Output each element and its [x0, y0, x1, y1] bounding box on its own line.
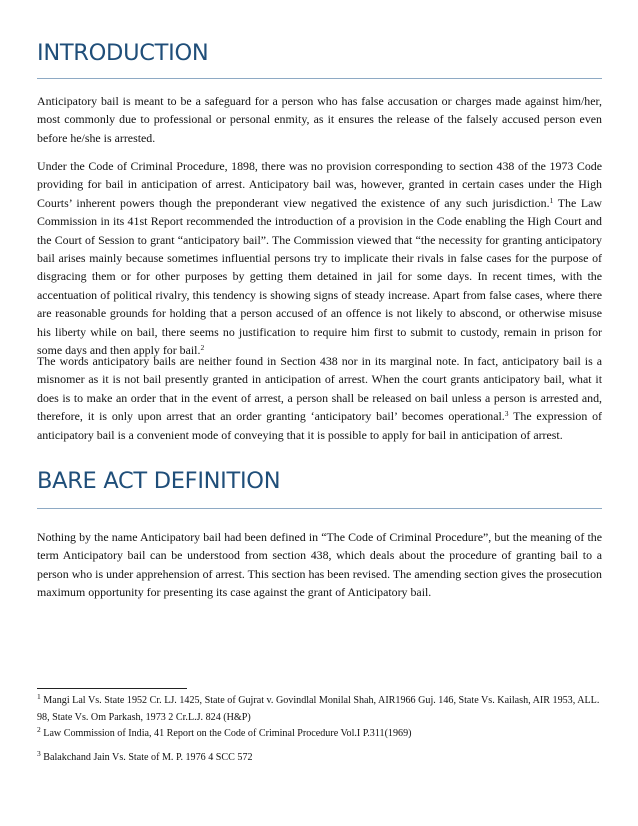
footnote-ref[interactable]: 3: [504, 409, 509, 419]
section-heading-bare-act: BARE ACT DEFINITION: [37, 468, 281, 494]
footnote-3: [37, 750, 602, 767]
footnote-text: Law Commission of India, 41 Report on the Code of Criminal Procedure Vol.I P.311(1969): [43, 728, 412, 739]
footnote-2: [37, 726, 602, 743]
paragraph-text: The expression of anticipatory bail is a convenient mode of conveying that it is possible to apply for bail in anticipation of arrest.: [37, 409, 602, 442]
footnote-ref[interactable]: 1: [549, 195, 554, 205]
footnote-1: [37, 693, 602, 726]
footnote-text: Mangi Lal Vs. State 1952 Cr. LJ. 1425, State of Gujrat v. Govindlal Monilal Shah, AIR1966 Guj. 146, State Vs. Kailash, AIR 1953, ALL. 98, State Vs. Om Parkash, 1973 2 Cr.L.J. 824 (H&P): [37, 695, 600, 723]
section-heading-introduction: INTRODUCTION: [37, 40, 209, 66]
footnote-text: Balakchand Jain Vs. State of M. P. 1976 4 SCC 572: [43, 752, 253, 763]
bare-act-paragraph: [37, 528, 602, 602]
paragraph-text: Nothing by the name Anticipatory bail had been defined in “The Code of Criminal Procedure”, but the meaning of the term Anticipatory bail can be understood from section 438, which deals about the procedure of granting bail to a person who is under apprehension of arrest. This section has been revised. The amending section gives the prosecution maximum opportunity for presenting its case against the grant of Anticipatory bail.: [37, 530, 602, 600]
footnote-number: 1: [37, 692, 41, 701]
paragraph-text: The words anticipatory bails are neither found in Section 438 nor in its marginal note. In fact, anticipatory bail is a misnomer as it is not bail presently granted in anticipation of arrest. When the court grants anticipatory bail, what it does is to make an order that in the event of arrest, a person shall be released on bail unless a person is arrested and, therefore, it is only upon arrest that an order granting ‘anticipatory bail’ becomes operational.: [37, 354, 602, 424]
footnote-number: 2: [37, 725, 41, 734]
paragraph-text: Anticipatory bail is meant to be a safeguard for a person who has false accusation or charges made against him/her, most commonly due to professional or personal enmity, as it ensures the release of the falsely accused person even before he/she is arrested.: [37, 94, 602, 145]
heading-rule: [37, 78, 602, 79]
intro-paragraph-3: [37, 352, 602, 444]
paragraph-text: Under the Code of Criminal Procedure, 1898, there was no provision corresponding to section 438 of the 1973 Code providing for bail in anticipation of arrest. Anticipatory bail was, however, granted in certain cases under the High Courts’ inherent powers though the preponderant view negatived the existence of any such jurisdiction.: [37, 159, 602, 210]
footnote-ref[interactable]: 2: [200, 343, 205, 353]
footnote-number: 3: [37, 749, 41, 758]
footnote-separator: [37, 688, 187, 689]
intro-paragraph-2: [37, 157, 602, 359]
heading-rule: [37, 508, 602, 509]
paragraph-text: The Law Commission in its 41st Report recommended the introduction of a provision in the Code enabling the High Court and the Court of Session to grant “anticipatory bail”. The Commission viewed that “the necessity for granting anticipatory bail arises mainly because sometimes influential persons try to implicate their rivals in false cases for the purpose of disgracing them or for other purposes by getting them detained in jail for some days. In recent times, with the accentuation of political rivalry, this tendency is showing signs of steady increase. Apart from false cases, where there are reasonable grounds for holding that a person accused of an offence is not likely to abscond, or otherwise misuse his liberty while on bail, there seems no justification to require him first to submit to custody, remain in prison for some days and then apply for bail.: [37, 195, 602, 358]
intro-paragraph-1: [37, 92, 602, 147]
